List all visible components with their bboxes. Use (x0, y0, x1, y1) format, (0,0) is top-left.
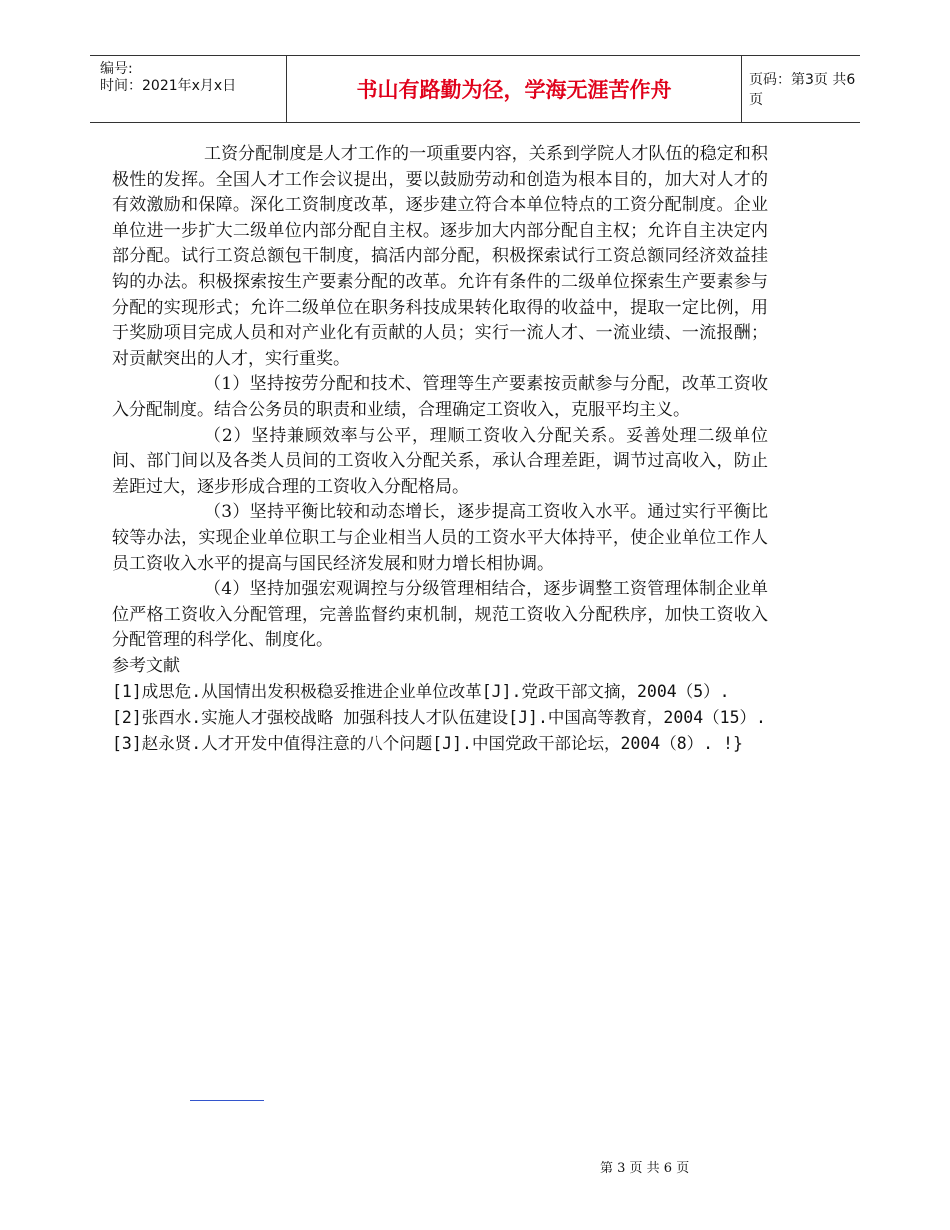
page-header (90, 55, 860, 123)
item-paragraph-2: （2）坚持兼顾效率与公平，理顺工资收入分配关系。妥善处理二级单位间、部门间以及各类人员间的工资收入分配关系，承认合理差距，调节过高收入，防止差距过大，逐步形成合理的工资收入分配格局。 (112, 425, 768, 497)
reference-item: [3]赵永贤.人才开发中值得注意的八个问题[J].中国党政干部论坛，2004（8）. !} (112, 733, 743, 753)
document-time-label: 时间：2021年x月x日 (100, 78, 237, 94)
header-meta (90, 56, 286, 122)
item-paragraph-3: （3）坚持平衡比较和动态增长，逐步提高工资收入水平。通过实行平衡比较等办法，实现企业单位职工与企业相当人员的工资水平大体持平，使企业单位工作人员工资收入水平的提高与国民经济发展和财力增长相协调。 (112, 502, 768, 574)
reference-item: [2]张酉水.实施人才强校战略 加强科技人才队伍建设[J].中国高等教育，2004（15）. (112, 708, 766, 728)
intro-paragraph: 工资分配制度是人才工作的一项重要内容，关系到学院人才队伍的稳定和积极性的发挥。全国人才工作会议提出，要以鼓励劳动和创造为根本目的，加大对人才的有效激励和保障。深化工资制度改革，逐步建立符合本单位特点的工资分配制度。企业单位进一步扩大二级单位内部分配自主权。逐步加大内部分配自主权；允许自主决定内部分配。试行工资总额包干制度，搞活内部分配，积极探索试行工资总额同经济效益挂钩的办法。积极探索按生产要素分配的改革。允许有条件的二级单位探索生产要素参与分配的实现形式；允许二级单位在职务科技成果转化取得的收益中，提取一定比例，用于奖励项目完成人员和对产业化有贡献的人员；实行一流人才、一流业绩、一流报酬；对贡献突出的人才，实行重奖。 (112, 144, 768, 369)
link-underline[interactable] (190, 1100, 264, 1101)
reference-item: [1]成思危.从国情出发积极稳妥推进企业单位改革[J].党政干部文摘，2004（5）. (112, 682, 730, 702)
item-paragraph-1: （1）坚持按劳分配和技术、管理等生产要素按贡献参与分配，改革工资收入分配制度。结合公务员的职责和业绩，合理确定工资收入，克服平均主义。 (112, 374, 768, 420)
item-paragraph-4: （4）坚持加强宏观调控与分级管理相结合，逐步调整工资管理体制企业单位严格工资收入分配管理，完善监督约束机制，规范工资收入分配秩序，加快工资收入分配管理的科学化、制度化。 (112, 579, 768, 651)
page-footer: 第 3 页 共 6 页 (600, 1161, 690, 1176)
header-motto: 书山有路勤为径，学海无涯苦作舟 (286, 56, 742, 122)
references-title: 参考文献 (112, 655, 180, 676)
document-body (112, 142, 768, 756)
references-list (112, 679, 768, 756)
document-number-label: 编号: (100, 61, 133, 77)
header-page-label: 页码：第3页 共6页 (749, 72, 856, 108)
